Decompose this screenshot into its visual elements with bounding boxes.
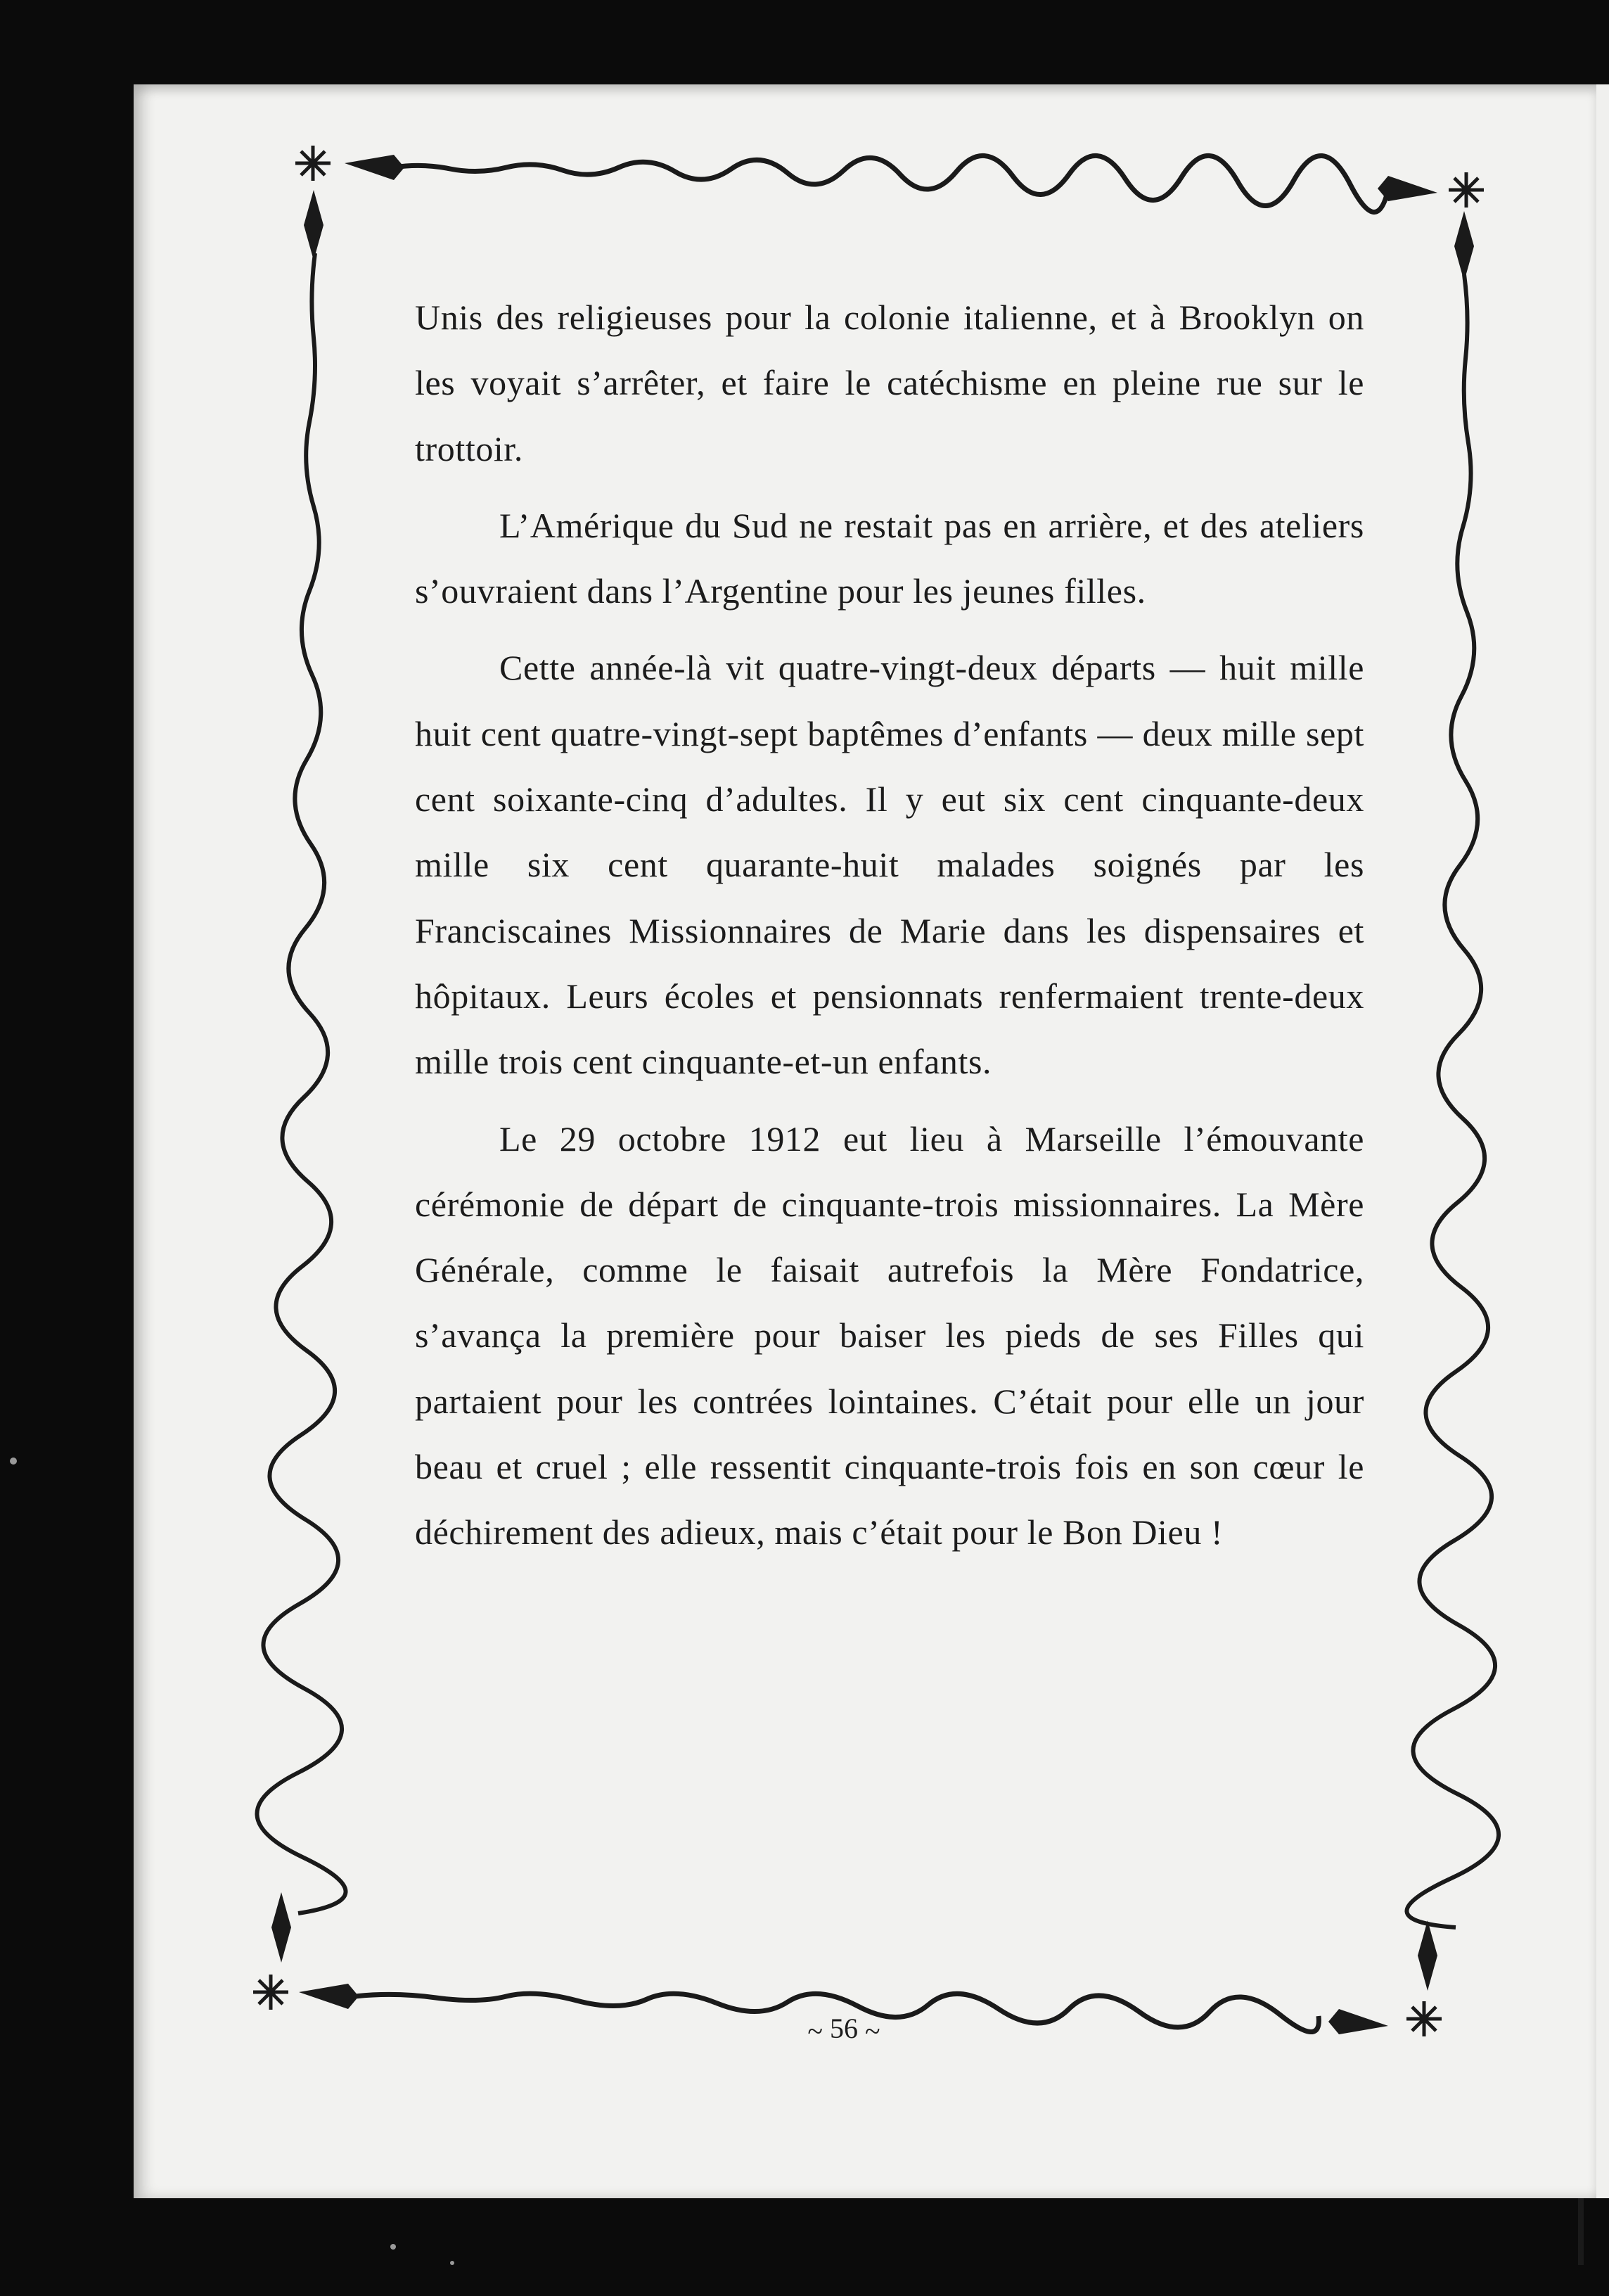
scan-dust bbox=[390, 2244, 396, 2250]
corner-star-icon bbox=[1449, 172, 1484, 208]
corner-star-icon bbox=[253, 1975, 288, 2010]
folio-ornament-left: ~ bbox=[807, 2015, 823, 2048]
paragraph: Unis des religieuses pour la colonie italienne, et à Brooklyn on les voyait s’arrêter, et faire le catéchisme en pleine rue sur le trottoir. bbox=[415, 298, 1364, 468]
paragraph: L’Amérique du Sud ne restait pas en arrière, et des ateliers s’ouvraient dans l’Argentine pour les jeunes filles. bbox=[415, 505, 1364, 611]
paragraph: Cette année-là vit quatre-vingt-deux départs — huit mille huit cent quatre-vingt-sept baptêmes d’enfants — deux mille sept cent soixante-cinq d’adultes. Il y eut six cent cinquante-deux mille six cent quarante-huit malades soignés par les Franciscaines Missionnaires de Marie dans les dispensaires et hôpitaux. Leurs écoles et pensionnats renfermaient trente-deux mille trois cent cinquante-et-un enfants. bbox=[415, 648, 1364, 1082]
paragraph: Le 29 octobre 1912 eut lieu à Marseille l’émouvante cérémonie de départ de cinquante-trois missionnaires. La Mère Générale, comme le faisait autrefois la Mère Fondatrice, s’avança la première pour baiser les pieds de ses Filles qui partaient pour les contrées lointaines. C’était pour elle un jour beau et cruel ; elle ressentit cinquante-trois fois en son cœur le déchirement des adieux, mais c’était pour le Bon Dieu ! bbox=[415, 1118, 1364, 1552]
corner-star-icon bbox=[1406, 2001, 1442, 2036]
page-number: 56 bbox=[830, 2013, 858, 2044]
folio-ornament-right: ~ bbox=[865, 2015, 880, 2048]
scan-dust bbox=[10, 1458, 17, 1465]
corner-star-icon bbox=[295, 146, 331, 181]
page-number-footer bbox=[738, 2012, 949, 2048]
page-body-text bbox=[415, 285, 1364, 1566]
scan-dust bbox=[450, 2261, 454, 2265]
